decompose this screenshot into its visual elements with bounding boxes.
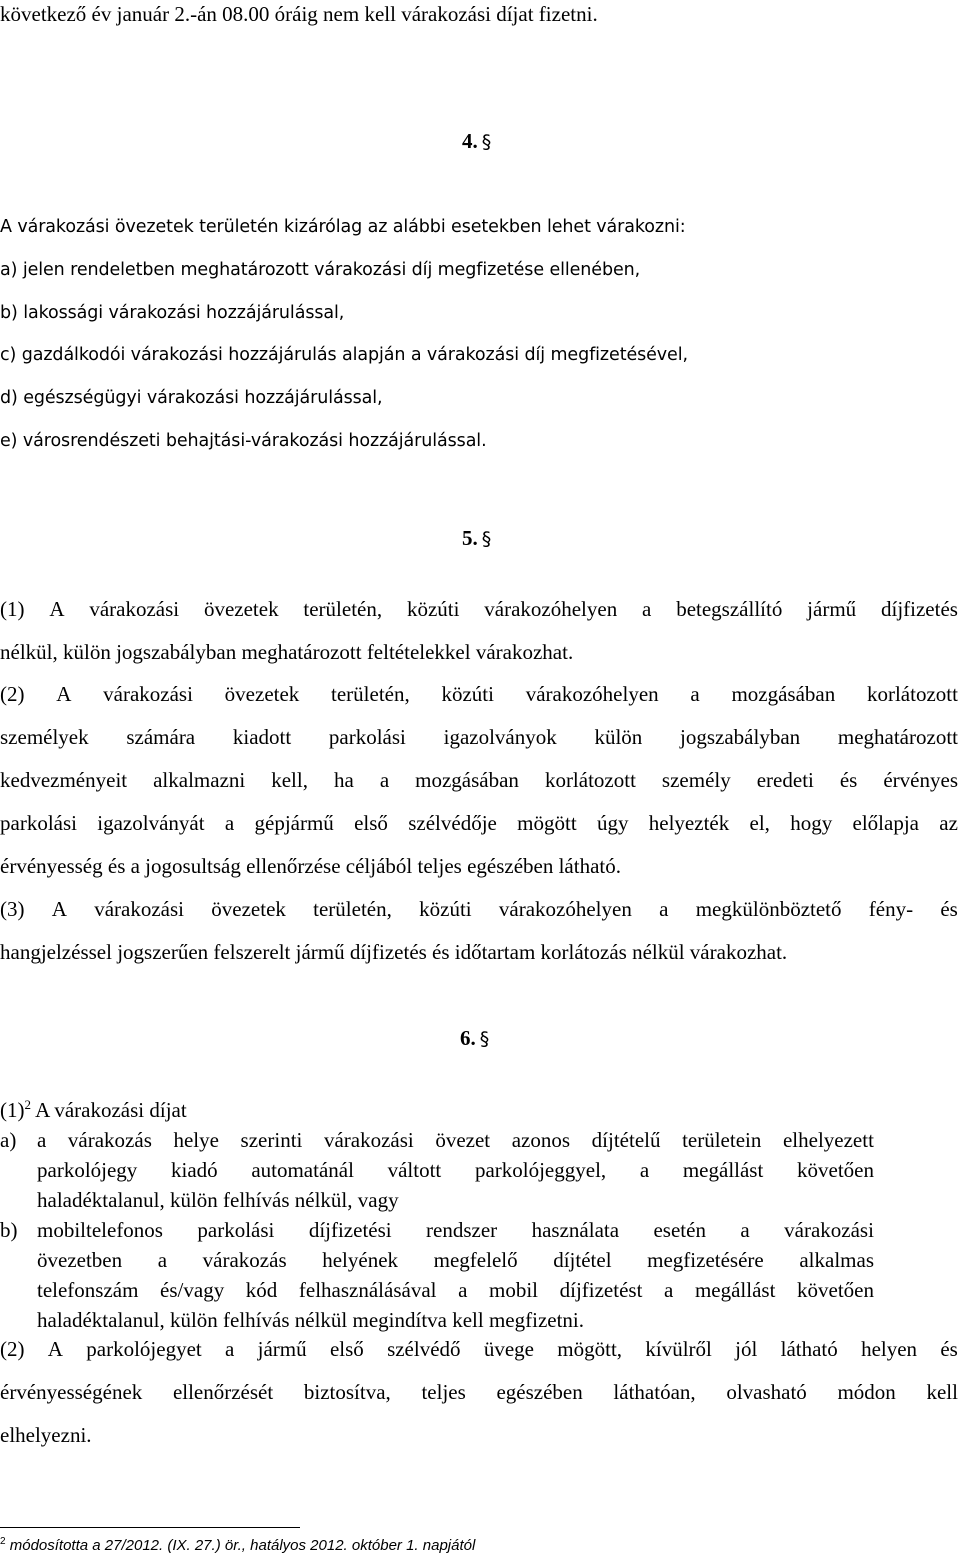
word: követően xyxy=(797,1158,874,1182)
word: igazolványok xyxy=(443,725,557,749)
footnote-number: 2 xyxy=(0,1536,6,1547)
section-5-para-2-line-4 xyxy=(0,811,958,835)
word: mobil xyxy=(489,1278,539,1302)
item-b-label: b) xyxy=(0,1218,18,1242)
word: a xyxy=(157,1248,168,1272)
word: A xyxy=(47,1337,63,1361)
word: várakozási xyxy=(89,597,180,621)
word: kell, xyxy=(271,768,308,792)
word: az xyxy=(939,811,958,835)
section-5-para-2-line-3 xyxy=(0,768,958,792)
word: rendszer xyxy=(426,1218,498,1242)
footnote-separator xyxy=(0,1527,300,1528)
section-4-item-a: a) jelen rendeletben meghatározott várakozási díj megfizetése ellenében, xyxy=(0,260,641,280)
word: mögött, xyxy=(557,1337,623,1361)
word: azonos xyxy=(511,1128,571,1152)
word: jól xyxy=(735,1337,758,1361)
word: el, xyxy=(749,811,770,835)
section-4-heading xyxy=(462,129,491,154)
word: fény- xyxy=(868,897,914,921)
word: megkülönböztető xyxy=(695,897,842,921)
item-a-line-1 xyxy=(37,1128,874,1152)
word: követően xyxy=(797,1278,874,1302)
word: közúti xyxy=(406,597,460,621)
item-a-line-2 xyxy=(37,1158,874,1182)
word: üvege xyxy=(483,1337,534,1361)
para-intro-text: A várakozási díjat xyxy=(31,1098,187,1122)
word: kód xyxy=(245,1278,278,1302)
word: a xyxy=(379,768,390,792)
word: megfelelő xyxy=(433,1248,518,1272)
word: igazolványát xyxy=(97,811,205,835)
word: várakozás xyxy=(67,1128,152,1152)
word: várakozóhelyen xyxy=(525,682,659,706)
word: övezetek xyxy=(224,682,300,706)
word: övezetek xyxy=(211,897,286,921)
section-5-para-2-line-5: érvényesség és a jogosultság ellenőrzése céljából teljes egészében látható. xyxy=(0,854,621,878)
word: előlapja xyxy=(852,811,919,835)
word: területein xyxy=(682,1128,762,1152)
word: várakozási xyxy=(103,682,193,706)
word: várakozási xyxy=(784,1218,874,1242)
word: meghatározott xyxy=(837,725,958,749)
word: alkalmas xyxy=(799,1248,874,1272)
word: a xyxy=(740,1218,750,1242)
section-4-item-d: d) egészségügyi várakozási hozzájárulással, xyxy=(0,388,383,408)
section-6-para-1-intro xyxy=(0,1098,958,1122)
word: helyen xyxy=(861,1337,918,1361)
word: (1) xyxy=(0,597,25,621)
word: parkolási xyxy=(0,811,77,835)
para-number: (1) xyxy=(0,1098,25,1122)
word: övezetben xyxy=(37,1248,123,1272)
word: és xyxy=(940,897,958,921)
word: díjfizetési xyxy=(308,1218,392,1242)
word: A xyxy=(49,597,65,621)
word: parkolási xyxy=(328,725,406,749)
word: úgy xyxy=(596,811,629,835)
word: várakozóhelyen xyxy=(484,597,618,621)
word: kiadó xyxy=(170,1158,218,1182)
word: várakozás xyxy=(202,1248,287,1272)
word: hogy xyxy=(790,811,833,835)
word: telefonszám xyxy=(37,1278,139,1302)
word: betegszállító xyxy=(676,597,783,621)
section-6-para-2-line-2 xyxy=(0,1380,958,1404)
word: megállást xyxy=(682,1158,764,1182)
section-5-para-3-line-2: hangjelzéssel jogszerűen felszerelt jármű díjfizetés és időtartam korlátozás nélkül várakozhat. xyxy=(0,940,788,964)
word: területén, xyxy=(313,897,392,921)
word: A xyxy=(56,682,72,706)
word: parkolójegyet xyxy=(86,1337,202,1361)
word: a xyxy=(642,597,652,621)
word: módon xyxy=(837,1380,896,1404)
word: esetén xyxy=(653,1218,706,1242)
word: a xyxy=(224,811,235,835)
section-number: 4. xyxy=(462,129,478,153)
word: érvényes xyxy=(883,768,958,792)
word: eredeti xyxy=(756,768,814,792)
word: a xyxy=(659,897,669,921)
word: parkolási xyxy=(197,1218,275,1242)
section-number: 6. xyxy=(460,1026,476,1050)
section-5-para-1-line-1 xyxy=(0,597,958,621)
word: kell xyxy=(926,1380,958,1404)
item-b-line-1 xyxy=(37,1218,874,1242)
word: külön xyxy=(594,725,643,749)
word: első xyxy=(354,811,388,835)
word: láthatóan, xyxy=(613,1380,696,1404)
word: váltott xyxy=(387,1158,442,1182)
word: várakozási xyxy=(94,897,184,921)
word: megállást xyxy=(694,1278,776,1302)
word: jogszabályban xyxy=(680,725,801,749)
section-6-para-2-line-3: elhelyezni. xyxy=(0,1423,92,1447)
word: korlátozott xyxy=(544,768,636,792)
word: díjtétel xyxy=(553,1248,612,1272)
word: (3) xyxy=(0,897,25,921)
section-5-para-2-line-1 xyxy=(0,682,958,706)
word: felhasználásával xyxy=(298,1278,437,1302)
word: szerinti xyxy=(240,1128,303,1152)
footnote-text: módosította a 27/2012. (IX. 27.) ör., hatályos 2012. október 1. napjától xyxy=(5,1537,476,1554)
word: területén, xyxy=(303,597,383,621)
word: személyek xyxy=(0,725,89,749)
item-b-line-3 xyxy=(37,1278,874,1302)
word: parkolójegy xyxy=(37,1158,138,1182)
section-number: 5. xyxy=(462,526,478,550)
section-4-item-e: e) városrendészeti behajtási-várakozási hozzájárulással. xyxy=(0,431,487,451)
word: területén, xyxy=(331,682,410,706)
word: helyezték xyxy=(648,811,730,835)
word: helyének xyxy=(322,1248,399,1272)
word: (2) xyxy=(0,1337,25,1361)
word: várakozóhelyen xyxy=(498,897,632,921)
section-6-para-2-line-1 xyxy=(0,1337,958,1361)
word: mögött xyxy=(517,811,577,835)
word: díjfizetés xyxy=(880,597,958,621)
word: számára xyxy=(126,725,196,749)
word: érvényességének xyxy=(0,1380,143,1404)
item-b-line-2 xyxy=(37,1248,874,1272)
word: személy xyxy=(661,768,731,792)
continuation-line: következő év január 2.-án 08.00 óráig nem kell várakozási díjat fizetni. xyxy=(0,2,598,26)
word: ellenőrzését xyxy=(172,1380,274,1404)
word: övezetek xyxy=(203,597,279,621)
word: látható xyxy=(780,1337,838,1361)
word: ha xyxy=(333,768,354,792)
word: díjtételű xyxy=(591,1128,661,1152)
word: automatánál xyxy=(251,1158,354,1182)
word: gépjármű xyxy=(254,811,334,835)
item-b-line-4: haladéktalanul, külön felhívás nélkül megindítva kell megfizetni. xyxy=(37,1308,585,1332)
word: közúti xyxy=(419,897,472,921)
item-a-label: a) xyxy=(0,1128,17,1152)
word: mozgásában xyxy=(731,682,836,706)
word: kívülről xyxy=(645,1337,712,1361)
paragraph-mark: § xyxy=(481,131,492,153)
footnote xyxy=(0,1537,475,1555)
word: teljes xyxy=(421,1380,466,1404)
section-5-para-1-line-2: nélkül, külön jogszabályban meghatározott feltételekkel várakozhat. xyxy=(0,640,574,664)
word: mobiltelefonos xyxy=(37,1218,163,1242)
word: közúti xyxy=(441,682,494,706)
word: korlátozott xyxy=(866,682,958,706)
word: övezet xyxy=(435,1128,491,1152)
paragraph-mark: § xyxy=(479,1028,490,1050)
word: és/vagy xyxy=(160,1278,225,1302)
word: a xyxy=(639,1158,650,1182)
word: olvasható xyxy=(726,1380,807,1404)
word: elhelyezett xyxy=(782,1128,874,1152)
word: szélvédő xyxy=(387,1337,461,1361)
word: helye xyxy=(173,1128,219,1152)
word: használata xyxy=(531,1218,620,1242)
word: jármű xyxy=(257,1337,307,1361)
word: egészében xyxy=(496,1380,583,1404)
word: szélvédője xyxy=(408,811,497,835)
word: biztosítva, xyxy=(303,1380,391,1404)
word: és xyxy=(940,1337,958,1361)
word: (2) xyxy=(0,682,25,706)
word: kiadott xyxy=(232,725,292,749)
word: a xyxy=(458,1278,468,1302)
word: parkolójeggyel, xyxy=(474,1158,607,1182)
section-5-para-2-line-2 xyxy=(0,725,958,749)
section-5-heading xyxy=(462,526,491,551)
section-6-heading xyxy=(460,1026,489,1051)
item-a-line-3: haladéktalanul, külön felhívás nélkül, vagy xyxy=(37,1188,399,1212)
word: A xyxy=(51,897,67,921)
word: a xyxy=(690,682,700,706)
word: alkalmazni xyxy=(153,768,246,792)
section-4-item-c: c) gazdálkodói várakozási hozzájárulás alapján a várakozási díj megfizetésével, xyxy=(0,345,688,365)
section-4-item-b: b) lakossági várakozási hozzájárulással, xyxy=(0,303,345,323)
word: kedvezményeit xyxy=(0,768,128,792)
word: megfizetésére xyxy=(647,1248,764,1272)
word: a xyxy=(225,1337,235,1361)
section-4-intro: A várakozási övezetek területén kizárólag az alábbi esetekben lehet várakozni: xyxy=(0,217,686,237)
word: díjfizetést xyxy=(559,1278,643,1302)
section-5-para-3-line-1 xyxy=(0,897,958,921)
word: a xyxy=(664,1278,674,1302)
word: jármű xyxy=(807,597,857,621)
word: várakozási xyxy=(323,1128,414,1152)
word: mozgásában xyxy=(415,768,519,792)
word: és xyxy=(839,768,858,792)
footnote-reference: 2 xyxy=(24,1097,31,1112)
word: a xyxy=(37,1128,47,1152)
word: első xyxy=(329,1337,364,1361)
paragraph-mark: § xyxy=(481,528,492,550)
